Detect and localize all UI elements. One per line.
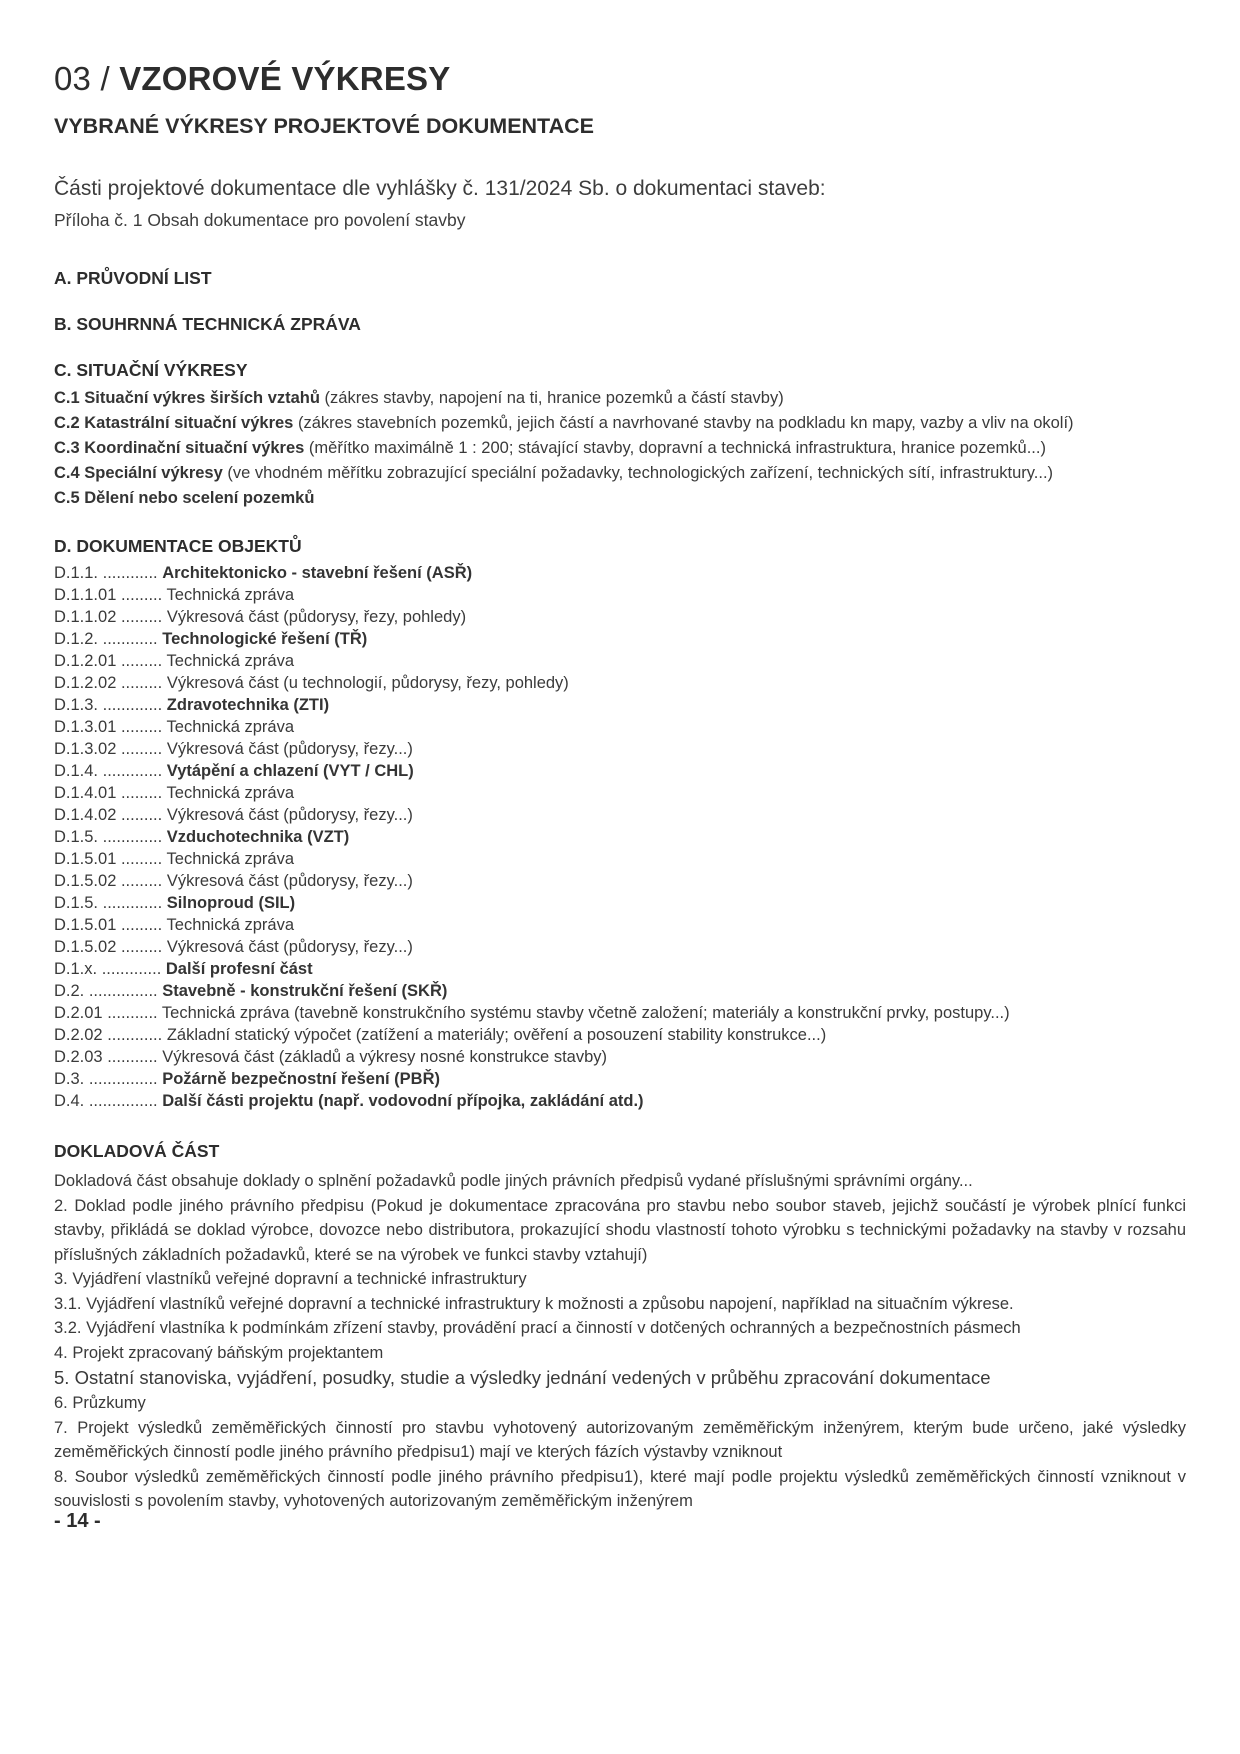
item-dots: ......... bbox=[116, 740, 167, 758]
doc-item bbox=[54, 584, 1186, 606]
intro-block bbox=[54, 177, 1186, 231]
item-dots: ............. bbox=[98, 894, 167, 912]
item-dots: ........... bbox=[102, 1004, 162, 1022]
item-dots: ......... bbox=[116, 872, 167, 890]
item-lead: C.2 Katastrální situační výkres bbox=[54, 414, 294, 432]
item-title: Technická zpráva (tavebně konstrukčního systému stavby včetně založení; materiály a konstrukční prvky, postupy...) bbox=[161, 1004, 1010, 1022]
item-dots: ......... bbox=[116, 586, 167, 604]
item-title: Výkresová část (u technologií, půdorysy, řezy, pohledy) bbox=[166, 674, 569, 692]
item-title: Základní statický výpočet (zatížení a materiály; ověření a posouzení stability konstrukce...) bbox=[166, 1026, 827, 1044]
doc-item bbox=[54, 1090, 1186, 1112]
doc-item bbox=[54, 1046, 1186, 1068]
doc-item bbox=[54, 870, 1186, 892]
list-item bbox=[54, 411, 1186, 436]
item-code: D.1.4.01 bbox=[54, 784, 117, 802]
doc-item bbox=[54, 914, 1186, 936]
item-lead: C.1 Situační výkres širších vztahů bbox=[54, 389, 320, 407]
list-item bbox=[54, 461, 1186, 486]
doc-item bbox=[54, 848, 1186, 870]
item-title: Technická zpráva bbox=[166, 718, 294, 736]
list-item bbox=[54, 436, 1186, 461]
item-code: D.1.5. bbox=[54, 894, 99, 912]
item-code: D.1.5.02 bbox=[54, 872, 117, 890]
item-lead: C.3 Koordinační situační výkres bbox=[54, 439, 305, 457]
paragraph: 7. Projekt výsledků zeměměřických činností pro stavbu vyhotovený autorizovaným zeměměřickým inženýrem, kterým bude určeno, jaké výsledky zeměměřických činností podle jiného právního předpisu1) mají ve kterých fázích výstavby vzniknout bbox=[54, 1418, 1186, 1461]
section-dokladova-heading: DOKLADOVÁ ČÁST bbox=[54, 1141, 220, 1161]
item-code: D.1.3.01 bbox=[54, 718, 117, 736]
item-lead: C.5 Dělení nebo scelení pozemků bbox=[54, 489, 315, 507]
doc-item bbox=[54, 738, 1186, 760]
list-item bbox=[54, 386, 1186, 411]
item-dots: ......... bbox=[116, 850, 167, 868]
item-code: D.2.03 bbox=[54, 1048, 103, 1066]
item-code: D.4. bbox=[54, 1092, 85, 1110]
item-title: Architektonicko - stavební řešení (ASŘ) bbox=[162, 564, 473, 582]
item-code: D.1.5.01 bbox=[54, 916, 117, 934]
intro-line-1: Části projektové dokumentace dle vyhlášky č. 131/2024 Sb. o dokumentaci staveb: bbox=[54, 177, 826, 200]
item-code: D.1.2. bbox=[54, 630, 99, 648]
section-d-heading: D. DOKUMENTACE OBJEKTŮ bbox=[54, 536, 302, 556]
item-code: D.2.01 bbox=[54, 1004, 103, 1022]
item-dots: ............. bbox=[98, 696, 167, 714]
item-title: Technická zpráva bbox=[166, 784, 294, 802]
doc-item bbox=[54, 936, 1186, 958]
doc-item bbox=[54, 694, 1186, 716]
doc-item bbox=[54, 892, 1186, 914]
doc-item bbox=[54, 650, 1186, 672]
item-dots: ......... bbox=[116, 784, 167, 802]
item-dots: ............. bbox=[97, 960, 166, 978]
item-dots: ......... bbox=[116, 652, 167, 670]
section-a-heading: A. PRŮVODNÍ LIST bbox=[54, 268, 212, 288]
doc-item bbox=[54, 804, 1186, 826]
item-dots: ......... bbox=[116, 938, 167, 956]
paragraph: 4. Projekt zpracovaný báňským projektantem bbox=[54, 1343, 384, 1362]
item-dots: ......... bbox=[116, 806, 167, 824]
item-code: D.2.02 bbox=[54, 1026, 103, 1044]
page-number: - 14 - bbox=[54, 1510, 101, 1532]
section-a bbox=[54, 267, 1186, 289]
item-title: Výkresová část (půdorysy, řezy...) bbox=[166, 938, 413, 956]
doc-item bbox=[54, 826, 1186, 848]
paragraph: 3.1. Vyjádření vlastníků veřejné dopravní a technické infrastruktury k možnosti a způsobu napojení, například na situačním výkrese. bbox=[54, 1294, 1014, 1313]
item-title: Vzduchotechnika (VZT) bbox=[166, 828, 350, 846]
doc-item bbox=[54, 606, 1186, 628]
doc-item bbox=[54, 562, 1186, 584]
item-code: D.1.3. bbox=[54, 696, 99, 714]
doc-item bbox=[54, 672, 1186, 694]
item-dots: ............. bbox=[98, 828, 167, 846]
item-dots: ............ bbox=[98, 630, 163, 648]
item-title: Další části projektu (např. vodovodní přípojka, zakládání atd.) bbox=[162, 1092, 644, 1110]
item-rest: (zákres stavby, napojení na ti, hranice pozemků a částí stavby) bbox=[319, 389, 784, 407]
item-dots: ............. bbox=[98, 762, 167, 780]
item-title: Stavebně - konstrukční řešení (SKŘ) bbox=[162, 982, 448, 1000]
item-title: Požárně bezpečnostní řešení (PBŘ) bbox=[162, 1070, 441, 1088]
item-dots: ............... bbox=[84, 982, 163, 1000]
item-code: D.1.x. bbox=[54, 960, 98, 978]
item-code: D.3. bbox=[54, 1070, 85, 1088]
doc-item bbox=[54, 628, 1186, 650]
item-title: Technická zpráva bbox=[166, 586, 294, 604]
item-dots: ......... bbox=[116, 916, 167, 934]
doc-item bbox=[54, 760, 1186, 782]
item-dots: ............ bbox=[102, 1026, 167, 1044]
intro-line-2: Příloha č. 1 Obsah dokumentace pro povolení stavby bbox=[54, 210, 466, 230]
item-code: D.1.1.02 bbox=[54, 608, 117, 626]
chapter-number: 03 / bbox=[54, 60, 120, 97]
item-code: D.1.3.02 bbox=[54, 740, 117, 758]
item-code: D.1.4. bbox=[54, 762, 99, 780]
dokladova-paragraphs bbox=[54, 1169, 1186, 1514]
item-title: Další profesní část bbox=[165, 960, 313, 978]
item-dots: ............... bbox=[84, 1092, 163, 1110]
item-code: D.1.5.01 bbox=[54, 850, 117, 868]
paragraph: 3.2. Vyjádření vlastníka k podmínkám zřízení stavby, provádění prací a činností v dotčených ochranných a bezpečnostních pásmech bbox=[54, 1319, 1021, 1337]
item-dots: ........... bbox=[102, 1048, 163, 1066]
section-c-items bbox=[54, 386, 1186, 511]
chapter-name: VZOROVÉ VÝKRESY bbox=[119, 60, 451, 97]
doc-item bbox=[54, 1068, 1186, 1090]
section-b bbox=[54, 313, 1186, 335]
item-code: D.1.2.02 bbox=[54, 674, 117, 692]
item-title: Technologické řešení (TŘ) bbox=[162, 630, 368, 648]
item-code: D.1.5.02 bbox=[54, 938, 117, 956]
doc-item bbox=[54, 958, 1186, 980]
doc-item bbox=[54, 1002, 1186, 1024]
doc-item bbox=[54, 716, 1186, 738]
list-item bbox=[54, 486, 1186, 511]
item-dots: ............ bbox=[98, 564, 163, 582]
item-rest: (měřítko maximálně 1 : 200; stávající stavby, dopravní a technická infrastruktura, hranice pozemků...) bbox=[304, 439, 1046, 457]
item-title: Silnoproud (SIL) bbox=[166, 894, 296, 912]
item-rest: (ve vhodném měřítku zobrazující speciální požadavky, technologických zařízení, technických sítí, infrastruktury...) bbox=[222, 464, 1054, 482]
item-dots: ......... bbox=[116, 674, 167, 692]
item-code: D.1.2.01 bbox=[54, 652, 117, 670]
paragraph: 2. Doklad podle jiného právního předpisu (Pokud je dokumentace zpracována pro stavbu nebo soubor staveb, jejichž součástí je výrobek plnící funkci stavby, přikládá se doklad výrobce, dovozce nebo distributora, prokazující shodu vlastností tohoto výrobku s technickými požadavky na stavby v rozsahu příslušných základních požadavků, které se na výrobek ve funkci stavby vztahují) bbox=[54, 1196, 1186, 1264]
item-title: Technická zpráva bbox=[166, 850, 294, 868]
section-c-heading: C. SITUAČNÍ VÝKRESY bbox=[54, 360, 248, 380]
item-code: D.1.4.02 bbox=[54, 806, 117, 824]
item-rest: (zákres stavebních pozemků, jejich částí a navrhované stavby na podkladu kn mapy, vazby a vliv na okolí) bbox=[293, 414, 1074, 432]
item-dots: ............... bbox=[84, 1070, 163, 1088]
section-b-heading: B. SOUHRNNÁ TECHNICKÁ ZPRÁVA bbox=[54, 314, 361, 334]
item-title: Výkresová část (základů a výkresy nosné konstrukce stavby) bbox=[162, 1048, 608, 1066]
item-title: Vytápění a chlazení (VYT / CHL) bbox=[166, 762, 414, 780]
page-subtitle: VYBRANÉ VÝKRESY PROJEKTOVÉ DOKUMENTACE bbox=[54, 114, 594, 138]
item-title: Výkresová část (půdorysy, řezy...) bbox=[166, 806, 413, 824]
item-dots: ......... bbox=[116, 608, 167, 626]
paragraph: 8. Soubor výsledků zeměměřických činností podle jiného právního předpisu1), které mají podle projektu výsledků zeměměřických činností vzniknout v souvislosti s povolením stavby, vyhotovených autorizovaným zeměměřickým inženýrem bbox=[54, 1467, 1186, 1510]
section-dokladova bbox=[54, 1140, 1186, 1514]
doc-item bbox=[54, 1024, 1186, 1046]
item-code: D.1.5. bbox=[54, 828, 99, 846]
item-title: Zdravotechnika (ZTI) bbox=[166, 696, 330, 714]
item-dots: ......... bbox=[116, 718, 167, 736]
item-code: D.2. bbox=[54, 982, 85, 1000]
item-title: Výkresová část (půdorysy, řezy...) bbox=[166, 740, 413, 758]
section-d-items bbox=[54, 562, 1186, 1112]
section-c bbox=[54, 359, 1186, 511]
section-d bbox=[54, 535, 1186, 1112]
paragraph: 6. Průzkumy bbox=[54, 1394, 146, 1412]
paragraph: 5. Ostatní stanoviska, vyjádření, posudky, studie a výsledky jednání vedených v průběhu zpracování dokumentace bbox=[54, 1367, 991, 1388]
item-code: D.1.1.01 bbox=[54, 586, 117, 604]
item-title: Technická zpráva bbox=[166, 916, 294, 934]
item-title: Technická zpráva bbox=[166, 652, 294, 670]
item-code: D.1.1. bbox=[54, 564, 99, 582]
paragraph: Dokladová část obsahuje doklady o splnění požadavků podle jiných právních předpisů vydané příslušnými správními orgány... bbox=[54, 1172, 973, 1190]
doc-item bbox=[54, 980, 1186, 1002]
item-title: Výkresová část (půdorysy, řezy...) bbox=[166, 872, 413, 890]
chapter-title bbox=[54, 60, 1186, 98]
item-lead: C.4 Speciální výkresy bbox=[54, 464, 223, 482]
doc-item bbox=[54, 782, 1186, 804]
item-title: Výkresová část (půdorysy, řezy, pohledy) bbox=[166, 608, 467, 626]
paragraph: 3. Vyjádření vlastníků veřejné dopravní a technické infrastruktury bbox=[54, 1270, 527, 1288]
